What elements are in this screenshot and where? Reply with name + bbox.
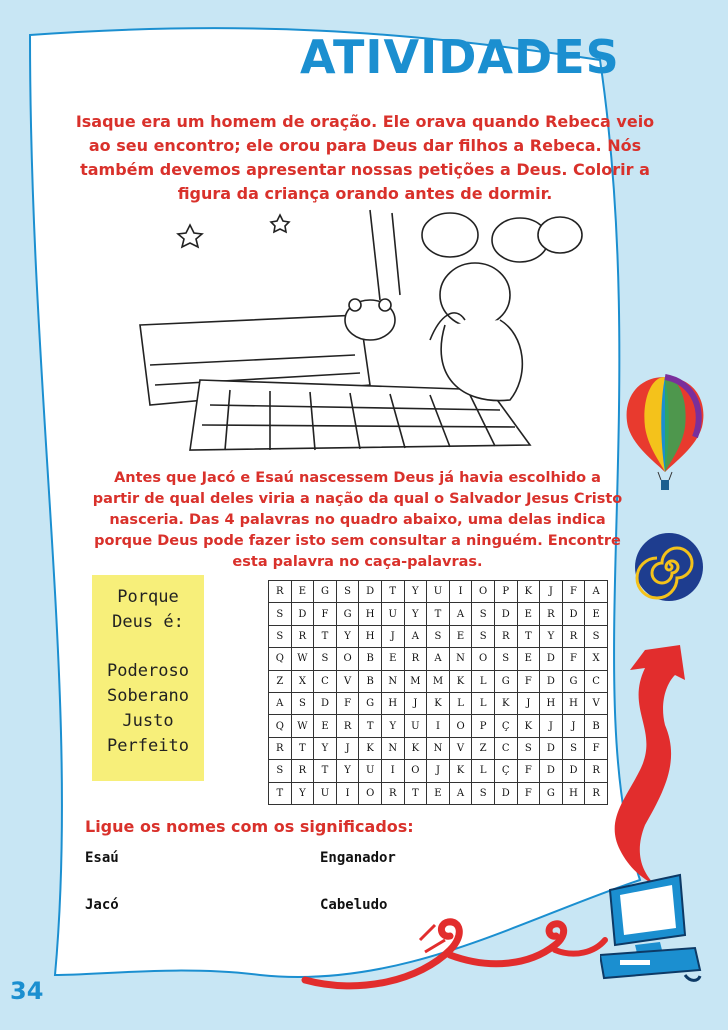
grid-cell: N [381, 737, 404, 759]
grid-cell: D [494, 782, 517, 804]
grid-cell: Y [291, 782, 314, 804]
grid-cell: C [585, 670, 608, 692]
grid-cell: T [314, 760, 337, 782]
spiral-icon [634, 532, 704, 602]
grid-cell: H [540, 692, 563, 714]
grid-cell: O [336, 648, 359, 670]
grid-cell: R [494, 625, 517, 647]
grid-cell: J [381, 625, 404, 647]
intro-line: ao seu encontro; ele orou para Deus dar filhos a Rebeca. Nós [88, 136, 642, 155]
grid-cell: Q [269, 715, 292, 737]
grid-cell: D [314, 692, 337, 714]
grid-cell: I [427, 715, 450, 737]
grid-cell: D [540, 760, 563, 782]
grid-cell: H [359, 603, 382, 625]
instructions-line: partir de qual deles viria a nação da qual o Salvador Jesus Cristo [92, 491, 623, 507]
grid-cell: N [449, 648, 472, 670]
praying-child-illustration [130, 205, 600, 455]
grid-cell: B [359, 648, 382, 670]
grid-cell: F [517, 782, 540, 804]
grid-cell: Z [472, 737, 495, 759]
grid-cell: F [562, 581, 585, 603]
grid-cell: Y [404, 581, 427, 603]
grid-cell: U [359, 760, 382, 782]
grid-cell: G [314, 581, 337, 603]
grid-cell: K [517, 715, 540, 737]
grid-cell: T [291, 737, 314, 759]
grid-cell: F [517, 670, 540, 692]
grid-cell: O [472, 648, 495, 670]
grid-cell: R [291, 760, 314, 782]
grid-cell: H [359, 625, 382, 647]
grid-cell: G [540, 782, 563, 804]
grid-cell: V [585, 692, 608, 714]
grid-cell: O [359, 782, 382, 804]
grid-cell: N [381, 670, 404, 692]
grid-cell: E [381, 648, 404, 670]
grid-cell: J [336, 737, 359, 759]
grid-cell: D [494, 603, 517, 625]
grid-cell: S [269, 603, 292, 625]
matching-left-name: Jacó [85, 897, 119, 913]
grid-cell: J [540, 715, 563, 737]
grid-cell: S [585, 625, 608, 647]
grid-cell: T [314, 625, 337, 647]
grid-cell: T [427, 603, 450, 625]
grid-cell: U [314, 782, 337, 804]
grid-cell: Z [269, 670, 292, 692]
grid-cell: I [381, 760, 404, 782]
grid-cell: R [562, 625, 585, 647]
grid-cell: I [449, 581, 472, 603]
grid-cell: A [585, 581, 608, 603]
grid-cell: E [585, 603, 608, 625]
grid-cell: M [404, 670, 427, 692]
instructions-line: porque Deus pode fazer isto sem consultar a ninguém. Encontre [94, 533, 621, 549]
grid-cell: P [472, 715, 495, 737]
grid-row [269, 692, 608, 714]
grid-cell: Y [540, 625, 563, 647]
grid-cell: T [269, 782, 292, 804]
matching-right-meaning: Enganador [320, 850, 396, 866]
grid-cell: R [585, 760, 608, 782]
grid-cell: E [517, 648, 540, 670]
word-option: Poderoso [107, 661, 189, 681]
instructions-text [85, 468, 630, 573]
grid-cell: I [336, 782, 359, 804]
grid-cell: D [359, 581, 382, 603]
grid-cell: R [381, 782, 404, 804]
intro-line: figura da criança orando antes de dormir. [177, 184, 553, 203]
grid-cell: M [427, 670, 450, 692]
grid-cell: D [562, 603, 585, 625]
grid-cell: Y [314, 737, 337, 759]
grid-cell: G [359, 692, 382, 714]
grid-row [269, 737, 608, 759]
grid-cell: L [472, 670, 495, 692]
word-box-heading: Porque [117, 587, 179, 607]
grid-cell: V [449, 737, 472, 759]
grid-cell: J [517, 692, 540, 714]
grid-cell: R [585, 782, 608, 804]
grid-cell: T [404, 782, 427, 804]
matching-title: Ligue os nomes com os significados: [85, 817, 414, 836]
grid-cell: J [540, 581, 563, 603]
grid-cell: A [404, 625, 427, 647]
grid-cell: R [540, 603, 563, 625]
grid-cell: R [269, 737, 292, 759]
grid-cell: S [472, 603, 495, 625]
grid-cell: S [314, 648, 337, 670]
grid-row [269, 648, 608, 670]
grid-cell: E [291, 581, 314, 603]
grid-cell: K [404, 737, 427, 759]
swirl-icon [300, 900, 610, 995]
grid-row [269, 760, 608, 782]
grid-row [269, 670, 608, 692]
grid-cell: L [472, 760, 495, 782]
grid-cell: E [517, 603, 540, 625]
grid-cell: F [562, 648, 585, 670]
grid-cell: B [585, 715, 608, 737]
grid-cell: O [404, 760, 427, 782]
intro-line: Isaque era um homem de oração. Ele orava quando Rebeca veio [75, 112, 655, 131]
grid-cell: Y [336, 760, 359, 782]
grid-cell: W [291, 648, 314, 670]
instructions-line: Antes que Jacó e Esaú nascessem Deus já havia escolhido a [114, 470, 601, 486]
grid-cell: D [540, 737, 563, 759]
intro-text [60, 110, 670, 206]
grid-cell: D [562, 760, 585, 782]
grid-cell: T [381, 581, 404, 603]
grid-cell: S [269, 760, 292, 782]
grid-cell: D [291, 603, 314, 625]
grid-cell: Ç [494, 715, 517, 737]
grid-cell: B [359, 670, 382, 692]
grid-cell: K [359, 737, 382, 759]
grid-cell: F [336, 692, 359, 714]
grid-cell: G [562, 670, 585, 692]
word-option: Justo [122, 711, 174, 731]
grid-cell: Q [269, 648, 292, 670]
intro-line: também devemos apresentar nossas petições a Deus. Colorir a [80, 160, 650, 179]
arrow-icon [585, 630, 710, 890]
grid-cell: L [449, 692, 472, 714]
grid-cell: F [585, 737, 608, 759]
word-box-heading: Deus é: [112, 612, 184, 632]
word-search-grid [268, 580, 608, 805]
grid-cell: G [336, 603, 359, 625]
grid-cell: S [472, 625, 495, 647]
grid-cell: Y [336, 625, 359, 647]
grid-row [269, 603, 608, 625]
grid-cell: H [562, 692, 585, 714]
word-option: Perfeito [107, 736, 189, 756]
grid-cell: U [427, 581, 450, 603]
grid-cell: O [449, 715, 472, 737]
grid-cell: E [449, 625, 472, 647]
grid-cell: T [517, 625, 540, 647]
instructions-line: esta palavra no caça-palavras. [232, 554, 483, 570]
grid-cell: X [291, 670, 314, 692]
instructions-line: nasceria. Das 4 palavras no quadro abaixo, uma delas indica [109, 512, 606, 528]
grid-cell: U [381, 603, 404, 625]
word-box [92, 575, 204, 781]
grid-cell: J [404, 692, 427, 714]
grid-cell: O [472, 581, 495, 603]
grid-cell: R [404, 648, 427, 670]
grid-row [269, 715, 608, 737]
grid-cell: J [562, 715, 585, 737]
grid-cell: P [494, 581, 517, 603]
hot-air-balloon-icon [620, 372, 710, 497]
grid-cell: W [291, 715, 314, 737]
page-number: 34 [10, 977, 44, 1005]
grid-cell: S [427, 625, 450, 647]
grid-cell: R [291, 625, 314, 647]
grid-cell: Ç [494, 760, 517, 782]
grid-cell: H [562, 782, 585, 804]
matching-right-meaning: Cabeludo [320, 897, 388, 913]
grid-cell: C [314, 670, 337, 692]
grid-cell: A [449, 782, 472, 804]
grid-cell: S [336, 581, 359, 603]
grid-cell: K [427, 692, 450, 714]
computer-icon [600, 870, 705, 985]
grid-cell: U [404, 715, 427, 737]
grid-cell: D [540, 648, 563, 670]
matching-left-name: Esaú [85, 850, 119, 866]
grid-cell: A [427, 648, 450, 670]
grid-cell: K [449, 760, 472, 782]
grid-cell: G [494, 670, 517, 692]
page-title: ATIVIDADES [300, 30, 620, 84]
grid-cell: R [336, 715, 359, 737]
grid-cell: V [336, 670, 359, 692]
grid-cell: K [449, 670, 472, 692]
grid-cell: S [291, 692, 314, 714]
grid-cell: A [449, 603, 472, 625]
grid-cell: S [494, 648, 517, 670]
grid-cell: R [269, 581, 292, 603]
grid-row [269, 782, 608, 804]
grid-cell: T [359, 715, 382, 737]
grid-cell: S [562, 737, 585, 759]
grid-cell: X [585, 648, 608, 670]
grid-cell: S [269, 625, 292, 647]
grid-cell: E [314, 715, 337, 737]
grid-cell: D [540, 670, 563, 692]
grid-cell: L [472, 692, 495, 714]
grid-cell: F [517, 760, 540, 782]
grid-cell: Y [381, 715, 404, 737]
grid-cell: F [314, 603, 337, 625]
grid-cell: N [427, 737, 450, 759]
grid-cell: K [494, 692, 517, 714]
word-option: Soberano [107, 686, 189, 706]
grid-cell: S [517, 737, 540, 759]
grid-cell: J [427, 760, 450, 782]
grid-cell: E [427, 782, 450, 804]
grid-row [269, 625, 608, 647]
grid-cell: K [517, 581, 540, 603]
grid-row [269, 581, 608, 603]
grid-cell: C [494, 737, 517, 759]
grid-cell: H [381, 692, 404, 714]
grid-cell: Y [404, 603, 427, 625]
grid-cell: S [472, 782, 495, 804]
grid-cell: A [269, 692, 292, 714]
